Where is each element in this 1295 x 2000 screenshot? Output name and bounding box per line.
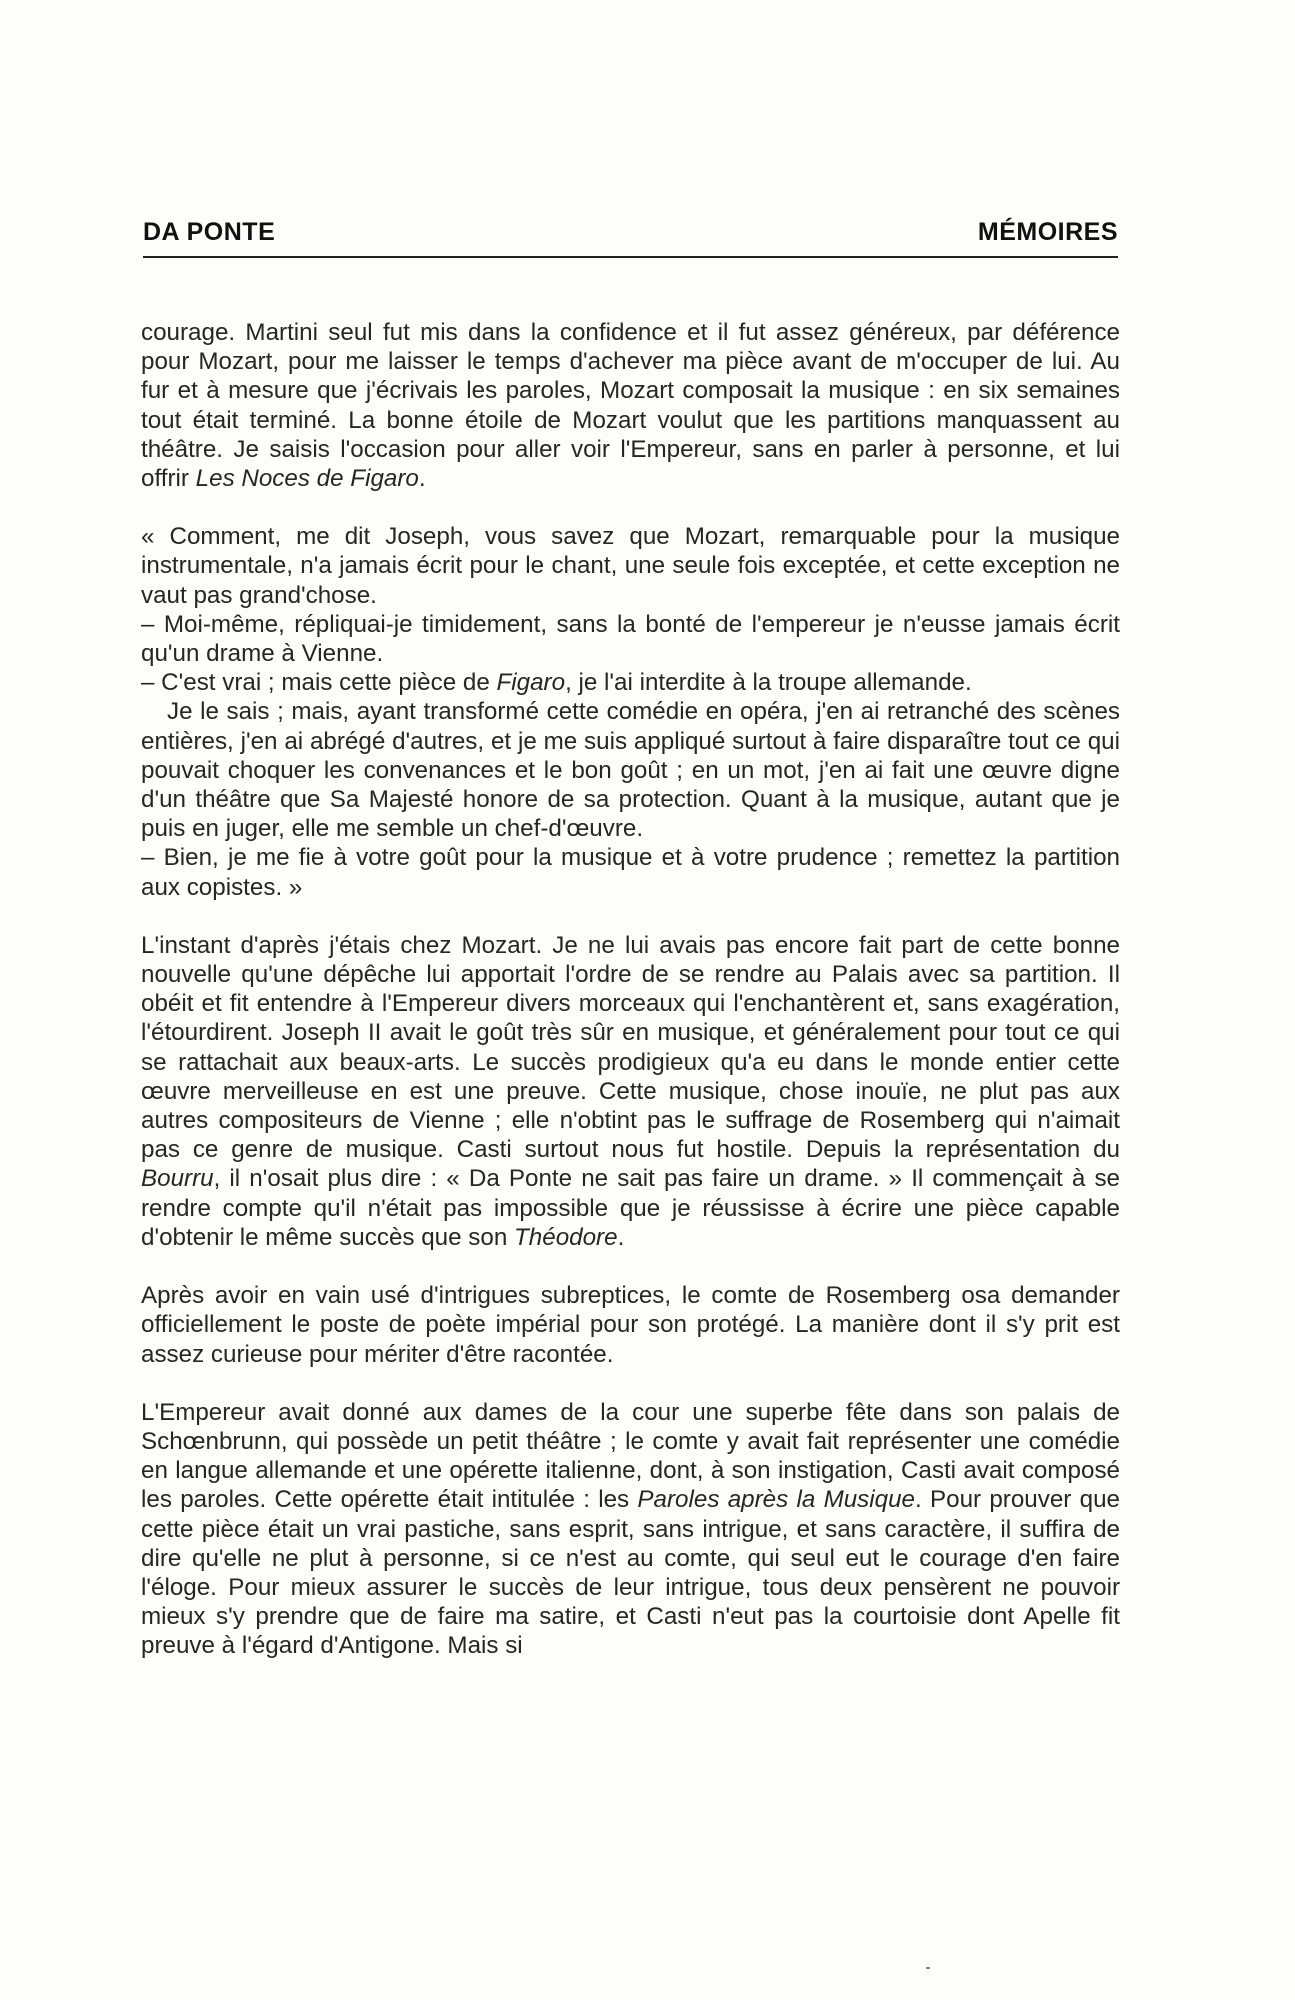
text-run: Après avoir en vain usé d'intrigues subreptices, le comte de Rosemberg osa demander officiellement le poste de poète impérial pour son protégé. La manière dont il s'y prit est assez curieuse pour mériter d'être racontée. — [141, 1282, 1120, 1368]
paragraph-2 — [141, 522, 1120, 610]
paragraph-7 — [141, 931, 1120, 1252]
text-run: L'Empereur avait donné aux dames de la cour une superbe fête dans son palais de Schœnbrunn, qui possède un petit théâtre ; le comte y avait fait représenter une comédie en langue allemande et une opérette italienne, dont, à son instigation, Casti avait composé les paroles. Cette opérette était intitulée : les — [141, 1398, 1120, 1514]
text-run: – Bien, je me fie à votre goût pour la musique et à votre prudence ; remettez la partition aux copistes. » — [141, 844, 1120, 901]
work-title-figaro: Figaro — [496, 669, 566, 697]
text-run: . — [418, 465, 426, 493]
paragraph-3 — [141, 610, 1120, 668]
main-text — [141, 318, 1120, 1661]
print-speck — [926, 1967, 930, 1969]
paragraph-1 — [141, 318, 1120, 493]
paragraph-4 — [141, 668, 1120, 697]
text-run: – C'est vrai ; mais cette pièce de — [141, 669, 497, 697]
header-title: MÉMOIRES — [977, 218, 1118, 246]
work-title-bourru: Bourru — [141, 1165, 214, 1193]
text-run: L'instant d'après j'étais chez Mozart. Je ne lui avais pas encore fait part de cette bonne nouvelle qu'une dépêche lui apportait l'ordre de se rendre au Palais avec sa partition. Il obéit et fit entendre à l'Empereur divers morceaux qui l'enchantèrent et, sans exagération, l'étourdirent. Joseph II avait le goût très sûr en musique, et généralement pour tout ce qui se rattachait aux beaux-arts. Le succès prodigieux qu'a eu dans le monde entier cette œuvre merveilleuse en est une preuve. Cette musique, chose inouïe, ne plut pas aux autres compositeurs de Vienne ; elle n'obtint pas le suffrage de Rosemberg qui n'aimait pas ce genre de musique. Casti surtout nous fut hostile. Depuis la représentation du — [141, 931, 1120, 1164]
text-run: , il n'osait plus dire : « Da Ponte ne sait pas faire un drame. » Il commençait à se rendre compte qu'il n'était pas impossible que je réussisse à écrire une pièce capable d'obtenir le même succès que son — [141, 1165, 1120, 1251]
text-run: . Pour prouver que cette pièce était un vrai pastiche, sans esprit, sans intrigue, et sans caractère, il suffira de dire qu'elle ne plut à personne, si ce n'est au comte, qui seul eut le courage d'en faire l'éloge. Pour mieux assurer le succès de leur intrigue, tous deux pensèrent ne pouvoir mieux s'y prendre que de faire ma satire, et Casti n'eut pas la courtoisie dont Apelle fit preuve à l'égard d'Antigone. Mais si — [141, 1486, 1120, 1660]
paragraph-8 — [141, 1281, 1120, 1369]
text-run: – Moi-même, répliquai-je timidement, sans la bonté de l'empereur je n'eusse jamais écrit qu'un drame à Vienne. — [141, 610, 1120, 668]
paragraph-9 — [141, 1398, 1120, 1661]
text-run: « Comment, me dit Joseph, vous savez que Mozart, remarquable pour la musique instrumentale, n'a jamais écrit pour le chant, une seule fois exceptée, et cette exception ne vaut pas grand'chose. — [141, 523, 1120, 609]
text-run: courage. Martini seul fut mis dans la confidence et il fut assez généreux, par déférence pour Mozart, pour me laisser le temps d'achever ma pièce avant de m'occuper de lui. Au fur et à mesure que j'écrivais les paroles, Mozart composait la musique : en six semaines tout était terminé. La bonne étoile de Mozart voulut que les partitions manquassent au théâtre. Je saisis l'occasion pour aller voir l'Empereur, sans en parler à personne, et lui offrir — [141, 319, 1120, 493]
text-run: . — [617, 1223, 625, 1251]
paragraph-6 — [141, 843, 1120, 901]
header-author: DA PONTE — [143, 218, 276, 246]
text-run: Je le sais ; mais, ayant transformé cette comédie en opéra, j'en ai retranché des scènes entières, j'en ai abrégé d'autres, et je me suis appliqué surtout à faire disparaître tout ce qui pouvait choquer les convenances et le bon goût ; en un mot, j'en ai fait une œuvre digne d'un théâtre que Sa Majesté honore de sa protection. Quant à la musique, autant que je puis en juger, elle me semble un chef-d'œuvre. — [141, 698, 1120, 843]
work-title-paroles: Paroles après la Musique — [637, 1486, 915, 1514]
running-header — [143, 216, 1118, 258]
text-run: , je l'ai interdite à la troupe allemande. — [565, 669, 972, 697]
work-title-theodore: Théodore — [514, 1223, 618, 1251]
work-title-noces: Les Noces de Figaro — [195, 465, 419, 493]
paragraph-5 — [141, 697, 1120, 843]
